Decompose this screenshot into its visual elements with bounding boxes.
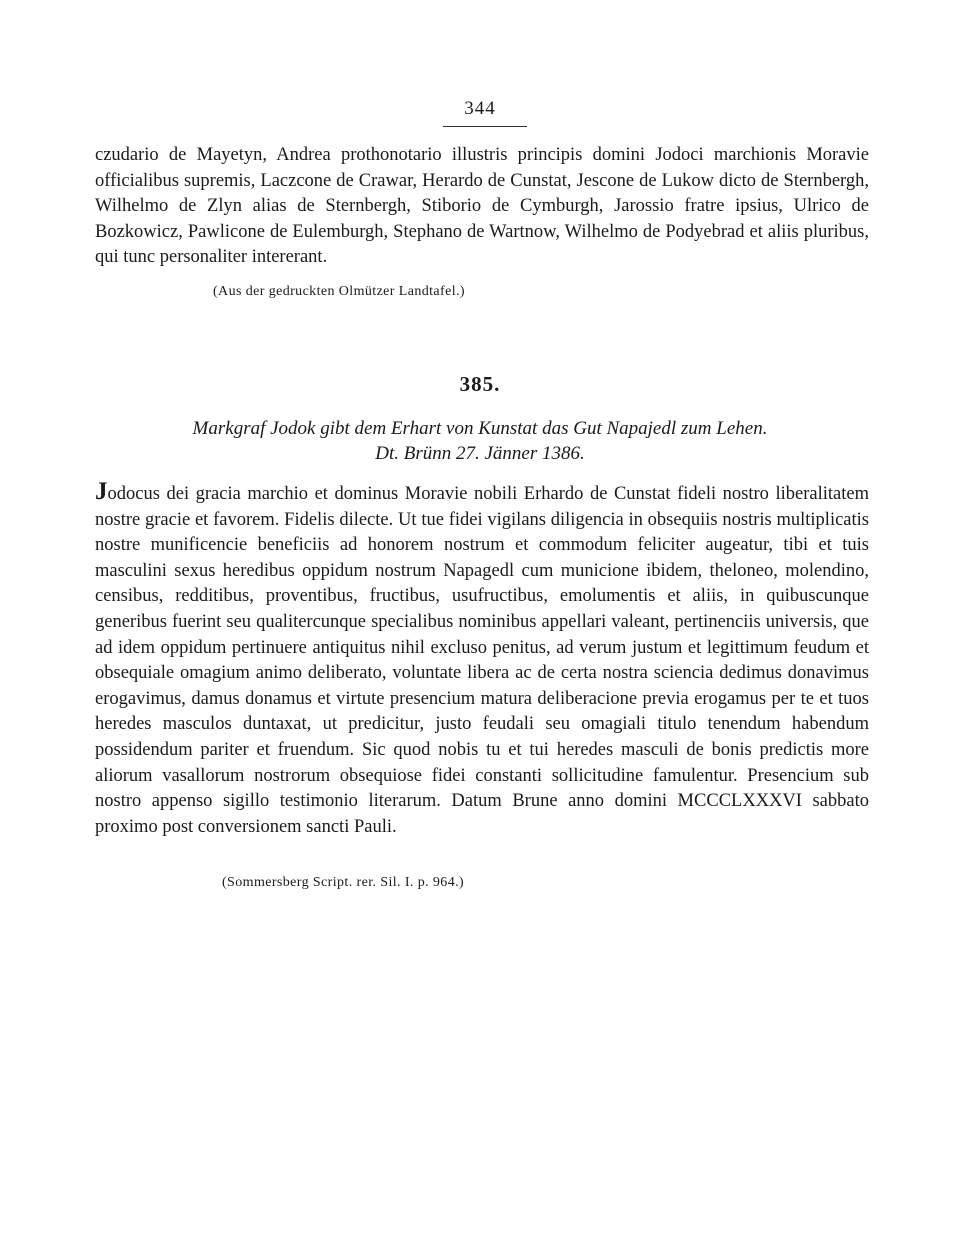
drop-initial: J [95,478,108,505]
document-body-paragraph [95,478,869,840]
page-number-rule [443,126,527,127]
document-date: Dt. Brünn 27. Jänner 1386. [375,443,585,464]
document-body-text: odocus dei gracia marchio et dominus Moravie nobili Erhardo de Cunstat fideli nostro liberalitatem nostre gracie et favorem. Fidelis dilecte. Ut tue fidei vigilans diligencia in obsequiis nostris multiplicatis nostre munificencie beneficiis ad honorem nostrum et commodum feliciter augeatur, tibi et tuis masculini sexus heredibus oppidum nostrum Napagedl cum municione ibidem, theloneo, molendino, censibus, redditibus, proventibus, fructibus, usufructibus, emolumentis et aliis, in quibuscunque generibus fuerint seu qualitercunque specialibus nominibus appellari valeant, pertinenciis universis, que ad idem oppidum pertinuere antiquitus nihil excluso penitus, ad verum justum et legittimum feudum et obsequiale omagium animo deliberato, voluntate libera ac de certa nostra sciencia dedimus donavimus erogavimus, damus donamus et virtute presencium matura deliberacione previa erogamus per te et tuos heredes masculos duntaxat, ut predicitur, justo feudali seu omagiali titulo tenendum habendum possidendum pariter et fruendum. Sic quod nobis tu et tui heredes masculi de bonis predictis more aliorum vasallorum nostrorum obsequiose fidei constanti sollicitudine famulentur. Presencium sub nostro appenso sigillo testimonio literarum. Datum Brune anno domini MCCCLXXXVI sabbato proximo post conversionem sancti Pauli. [95,484,869,837]
continuation-paragraph: czudario de Mayetyn, Andrea prothonotario illustris principis domini Jodoci marchionis Moravie officialibus supremis, Laczcone de Crawar, Herardo de Cunstat, Jescone de Lukow dicto de Sternbergh, Wilhelmo de Zlyn alias de Sternbergh, Stiborio de Cymburgh, Jarossio fratre ipsius, Ulrico de Bozkowicz, Pawlicone de Eulemburgh, Stephano de Wartnow, Wilhelmo de Podyebrad et aliis pluribus, qui tunc personaliter intererant. [95,145,869,268]
document-number: 385. [459,372,501,396]
page-number: 344 [464,98,496,119]
document-title: Markgraf Jodok gibt dem Erhart von Kunstat das Gut Napajedl zum Lehen. [192,418,768,439]
continuation-source-note: (Aus der gedruckten Olmützer Landtafel.) [213,284,465,299]
document-source-note: (Sommersberg Script. rer. Sil. I. p. 964.) [222,875,465,890]
